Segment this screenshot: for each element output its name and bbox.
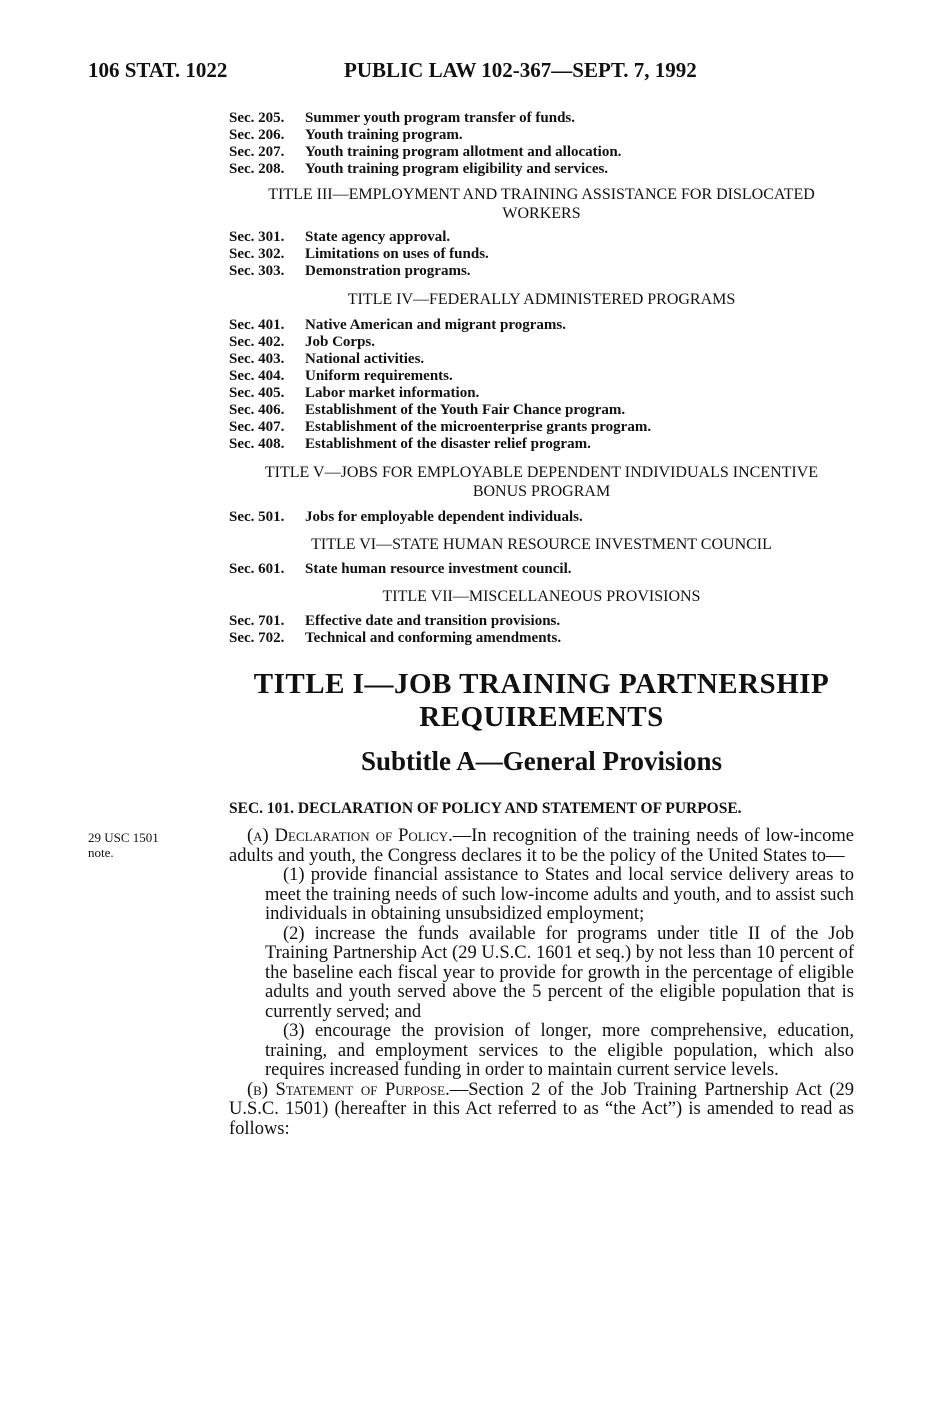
toc-title-vii <box>229 613 854 647</box>
subsection-a <box>229 827 854 866</box>
subsection-a-label: (a) Declaration of Policy. <box>247 826 453 846</box>
stat-page-number: 106 STAT. 1022 <box>88 58 228 82</box>
subtitle-a-heading: Subtitle A—General Provisions <box>360 746 723 776</box>
toc-title-vi <box>229 561 854 578</box>
paragraph-3: (3) encourage the provision of longer, more comprehensive, education, training, and employment services to the eligible population, which also requires increased funding in order to maintain current service levels. <box>265 1021 854 1080</box>
toc-title-v <box>229 509 854 526</box>
toc-entry: Sec. 406. Establishment of the Youth Fair Chance program. <box>229 402 626 418</box>
paragraph-1: (1) provide financial assistance to States and local service delivery areas to meet the training needs of such low-income adults and youth, and to assist such individuals in obtaining unsubsidized employment; <box>265 865 854 924</box>
toc-title-ii-continued <box>229 110 854 178</box>
section-101-body <box>229 827 854 1139</box>
toc-entry: Sec. 302. Limitations on uses of funds. <box>229 246 489 262</box>
toc-entry: Sec. 601. State human resource investment council. <box>229 561 572 577</box>
toc-entry: Sec. 702. Technical and conforming amendments. <box>229 630 562 646</box>
subsection-b <box>229 1081 854 1140</box>
toc-entry: Sec. 403. National activities. <box>229 351 425 367</box>
toc-title-vii-heading: TITLE VII—MISCELLANEOUS PROVISIONS <box>382 588 701 605</box>
subsection-b-label: (b) Statement of Purpose. <box>247 1079 450 1100</box>
toc-entry: Sec. 208. Youth training program eligibility and services. <box>229 161 609 177</box>
toc-entry: Sec. 402. Job Corps. <box>229 334 376 350</box>
margin-citation-note: 29 USC 1501 note. <box>88 830 159 860</box>
subsection-a-text: —In recognition of the training needs of low-income adults and youth, the Congress declares it to be the policy of the United States to— <box>229 826 854 866</box>
toc-title-v-heading: TITLE V—JOBS FOR EMPLOYABLE DEPENDENT INDIVIDUALS INCENTIVE BONUS PROGRAM <box>264 464 819 500</box>
law-citation: PUBLIC LAW 102-367—SEPT. 7, 1992 <box>344 58 697 82</box>
toc-title-iv-heading: TITLE IV—FEDERALLY ADMINISTERED PROGRAMS <box>347 291 736 308</box>
toc-entry: Sec. 501. Jobs for employable dependent individuals. <box>229 509 583 525</box>
toc-title-vi-heading: TITLE VI—STATE HUMAN RESOURCE INVESTMENT COUNCIL <box>311 536 772 553</box>
toc-entry: Sec. 404. Uniform requirements. <box>229 368 453 384</box>
toc-entry: Sec. 303. Demonstration programs. <box>229 263 471 279</box>
toc-title-iii <box>229 229 854 280</box>
toc-title-iv <box>229 317 854 453</box>
toc-entry: Sec. 407. Establishment of the microenterprise grants program. <box>229 419 652 435</box>
paragraph-2: (2) increase the funds available for programs under title II of the Job Training Partnership Act (29 U.S.C. 1601 et seq.) by not less than 10 percent of the baseline each fiscal year to provide for growth in the percentage of eligible adults and youth served above the 5 percent of the eligible population that is currently served; and <box>265 923 854 1022</box>
toc-entry: Sec. 408. Establishment of the disaster relief program. <box>229 436 591 452</box>
toc-entry: Sec. 206. Youth training program. <box>229 127 463 143</box>
title-i-heading: TITLE I—JOB TRAINING PARTNERSHIP REQUIREMENTS <box>253 668 830 733</box>
subsection-b-text: —Section 2 of the Job Training Partnership Act (29 U.S.C. 1501) (hereafter in this Act referred to as “the Act”) is amended to read as follows: <box>229 1079 854 1139</box>
toc-entry: Sec. 701. Effective date and transition provisions. <box>229 613 561 629</box>
toc-entry: Sec. 401. Native American and migrant programs. <box>229 317 566 333</box>
toc-entry: Sec. 301. State agency approval. <box>229 229 451 245</box>
section-101-heading: SEC. 101. DECLARATION OF POLICY AND STATEMENT OF PURPOSE. <box>229 800 742 817</box>
toc-entry: Sec. 207. Youth training program allotment and allocation. <box>229 144 622 160</box>
running-header <box>88 58 888 88</box>
toc-entry: Sec. 405. Labor market information. <box>229 385 480 401</box>
toc-title-iii-heading: TITLE III—EMPLOYMENT AND TRAINING ASSISTANCE FOR DISLOCATED WORKERS <box>268 186 815 222</box>
toc-entry: Sec. 205. Summer youth program transfer of funds. <box>229 110 576 126</box>
